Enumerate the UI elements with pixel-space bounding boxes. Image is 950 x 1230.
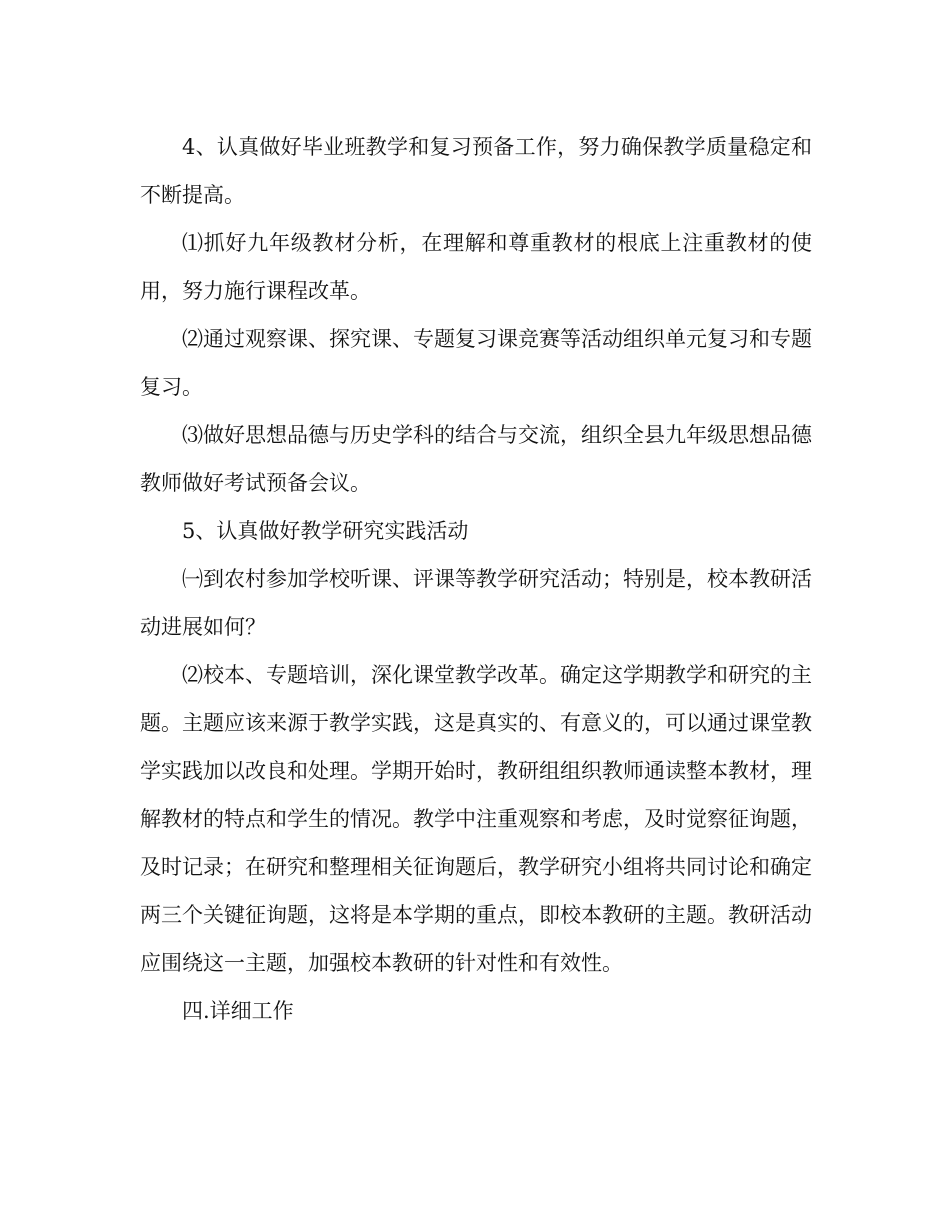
document-body (140, 123, 812, 1035)
section-heading-detailed-work: 四.详细工作 (182, 999, 294, 1023)
paragraph-school-based-training: ⑵校本、专题培训，深化课堂教学改革。确定这学期教学和研究的主题。主题应该来源于教学实践，这是真实的、有意义的，可以通过课堂教学实践加以改良和处理。学期开始时，教研组组织教师通读整本教材，理解教材的特点和学生的情况。教学中注重观察和考虑，及时觉察征询题，及时记录；在研究和整理相关征询题后，教学研究小组将共同讨论和确定两三个关键征询题，这将是本学期的重点，即校本教研的主题。教研活动应围绕这一主题，加强校本教研的针对性和有效性。 (140, 663, 812, 975)
paragraph-rural-school-visits: ㈠到农村参加学校听课、评课等教学研究活动；特别是，校本教研活动进展如何？ (140, 567, 812, 639)
paragraph-review-activities: ⑵通过观察课、探究课、专题复习课竞赛等活动组织单元复习和专题复习。 (140, 327, 812, 399)
paragraph-research-practice-heading: 5、认真做好教学研究实践活动 (182, 519, 469, 543)
paragraph-subject-integration: ⑶做好思想品德与历史学科的结合与交流，组织全县九年级思想品德教师做好考试预备会议。 (140, 423, 812, 495)
paragraph-textbook-analysis: ⑴抓好九年级教材分析，在理解和尊重教材的根底上注重教材的使用，努力施行课程改革。 (140, 231, 812, 303)
paragraph-graduating-class-work: 4、认真做好毕业班教学和复习预备工作，努力确保教学质量稳定和不断提高。 (140, 135, 812, 207)
